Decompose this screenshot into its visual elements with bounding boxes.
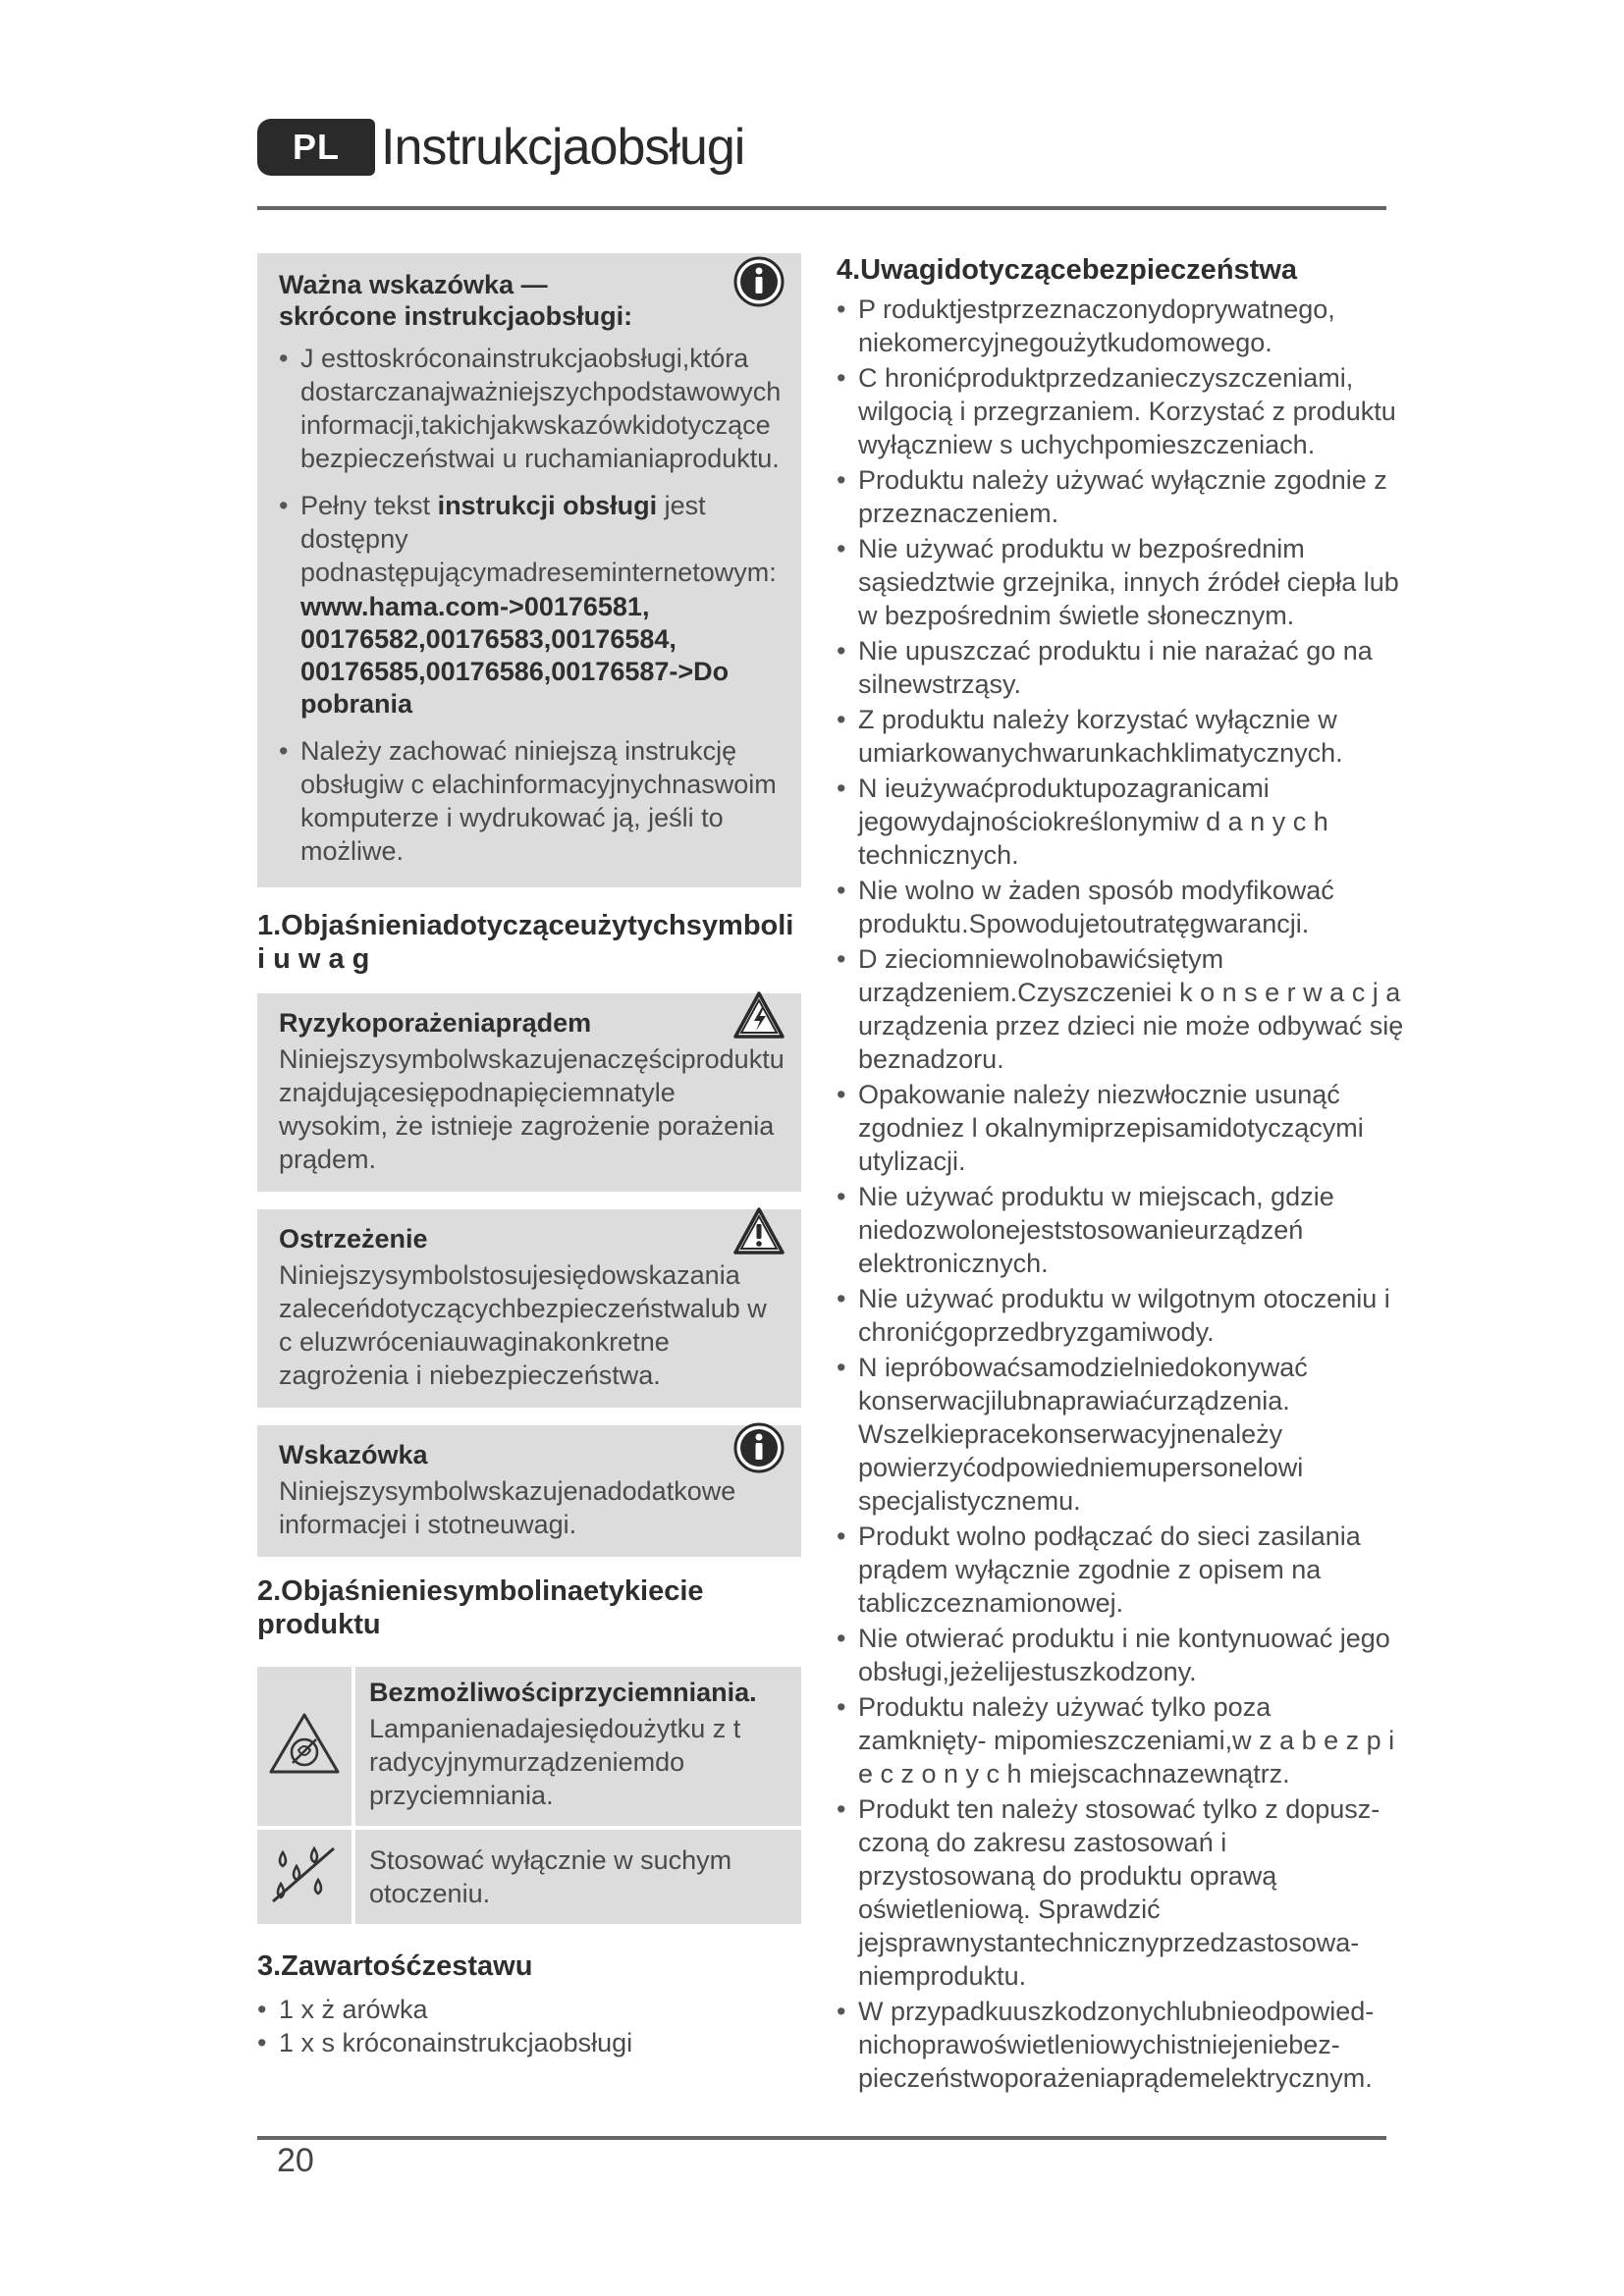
page-header: [257, 116, 744, 179]
warning-icon: [732, 1205, 785, 1258]
electric-shock-warning-icon: [732, 989, 785, 1042]
text-cell: [355, 1830, 801, 1924]
footer-divider: [257, 2136, 1386, 2140]
section-1-heading: 1.Objaśnieniadotycząceużytychsymboli i u w a g: [257, 910, 794, 975]
list-item-bold: instrukcji obsługi: [437, 491, 658, 520]
list-item: • D zieciomniewolnobawićsiętym urządzeniem.Czyszczeniei k o n s e r w a c j a urządzenia przez dzieci nie może odbywać się beznadzoru.: [837, 942, 1406, 1076]
important-note-box: [257, 253, 801, 887]
header-divider: [257, 206, 1386, 210]
symbol-title: Bezmożliwościprzyciemniania.: [369, 1678, 757, 1707]
section-2-heading: 2.Objaśnieniesymbolinaetykiecie produktu: [257, 1575, 704, 1640]
box-title: Wskazówka: [279, 1440, 428, 1469]
list-item-text: Pełny tekst: [300, 491, 438, 520]
box-text: Niniejszysymbolstosujesiędowskazania zaleceńdotyczącychbezpieczeństwalub w c eluzwróceniauwaginakonkretne zagrożenia i niebezpieczeństwa.: [279, 1260, 767, 1390]
electric-shock-box: [257, 993, 801, 1192]
box-title: Ostrzeżenie: [279, 1224, 428, 1254]
no-dimming-icon: [267, 1711, 342, 1778]
list-item: • Produkt wolno podłączać do sieci zasilania prądem wyłącznie zgodnie z opisem na tabliczceznamionowej.: [837, 1520, 1406, 1620]
list-item: • N iepróbowaćsamodzielniedokonywać konserwacjilubnaprawiaćurządzenia. Wszelkiepracekonserwacyjnenależy powierzyćodpowiedniemupersonelowi specjalistycznemu.: [837, 1351, 1406, 1518]
download-link[interactable]: www.hama.com->00176581, 00176582,00176583,00176584, 00176585,00176586,00176587->Do pobrania: [300, 592, 730, 719]
box-title: Ryzykoporażeniaprądem: [279, 1008, 592, 1038]
list-item: • Nie używać produktu w bezpośrednim sąsiedztwie grzejnika, innych źródeł ciepła lub w bezpośrednim świetle słonecznym.: [837, 532, 1406, 632]
list-item: • Nie używać produktu w miejscach, gdzie niedozwolonejeststosowanieurządzeń elektronicznych.: [837, 1180, 1406, 1280]
page-number: 20: [277, 2142, 314, 2179]
product-symbol-table: [257, 1663, 801, 1928]
list-item: • Opakowanie należy niezwłocznie usunąć zgodniez l okalnymiprzepisamidotyczącymi utylizacji.: [837, 1078, 1406, 1178]
list-item: • J esttoskróconainstrukcjaobsługi,która dostarczanajważniejszychpodstawowych informacji,takichjakwskazówkidotyczące bezpieczeństwai u ruchamianiaproduktu.: [279, 342, 780, 475]
list-item: • Nie otwierać produktu i nie kontynuować jego obsługi,jeżelijestuszkodzony.: [837, 1622, 1406, 1688]
icon-cell: [257, 1830, 355, 1924]
list-item-text: jest dostępny podnastępującymadreseminternetowym:: [300, 491, 777, 587]
symbol-text: Stosować wyłącznie w suchym otoczeniu.: [369, 1845, 732, 1908]
info-icon: [732, 1421, 785, 1474]
list-item: • P roduktjestprzeznaczonydoprywatnego, niekomercyjnegoużytkudomowego.: [837, 293, 1406, 359]
table-row: [257, 1667, 801, 1826]
important-note-list: [279, 342, 780, 868]
language-badge: PL: [257, 119, 375, 176]
list-item: • 1 x s króconainstrukcjaobsługi: [257, 2026, 801, 2059]
left-column: [257, 253, 801, 2059]
box-text: Niniejszysymbolwskazujenaczęściproduktu znajdującesiępodnapięciemnatyle wysokim, że istnieje zagrożenie porażenia prądem.: [279, 1044, 785, 1174]
note-box: [257, 1425, 801, 1557]
list-item: • Produktu należy używać tylko poza zamknięty- mipomieszczeniami,w z a b e z p i e c z o n y c h miejscachnazewnątrz.: [837, 1690, 1406, 1790]
warning-box: [257, 1209, 801, 1408]
important-note-title: Ważna wskazówka — skrócone instrukcjaobsługi:: [279, 270, 633, 331]
list-item: • 1 x ż arówka: [257, 1993, 801, 2026]
list-item: • Nie wolno w żaden sposób modyfikować produktu.Spowodujetoutratęgwarancji.: [837, 874, 1406, 940]
table-row: [257, 1830, 801, 1924]
package-contents-list: [257, 1993, 801, 2059]
text-cell: [355, 1667, 801, 1826]
page-title: Instrukcjaobsługi: [381, 119, 745, 176]
list-item: • W przypadkuuszkodzonychlubnieodpowied- nichoprawoświetleniowychistniejeniebez- pieczeństwoporażeniaprądemelektrycznym.: [837, 1995, 1406, 2095]
symbol-text: Lampanienadajesiędoużytku z t radycyjnymurządzeniemdo przyciemniania.: [369, 1714, 741, 1810]
list-item: [279, 489, 780, 721]
list-item: • Należy zachować niniejszą instrukcję obsługiw c elachinformacyjnychnaswoim komputerze i wydrukować ją, jeśli to możliwe.: [279, 734, 780, 868]
list-item: • Nie używać produktu w wilgotnym otoczeniu i chronićgoprzedbryzgamiwody.: [837, 1282, 1406, 1349]
section-4-heading: 4.Uwagidotyczącebezpieczeństwa: [837, 254, 1297, 286]
icon-cell: [257, 1667, 355, 1826]
section-3-heading: 3.Zawartośćzestawu: [257, 1950, 533, 1982]
list-item: • C hronićproduktprzedzanieczyszczeniami, wilgocią i przegrzaniem. Korzystać z produktu wyłączniew s uchychpomieszczeniach.: [837, 361, 1406, 461]
box-text: Niniejszysymbolwskazujenadodatkowe informacjei i stotneuwagi.: [279, 1476, 736, 1539]
list-item: • Z produktu należy korzystać wyłącznie w umiarkowanychwarunkachklimatycznych.: [837, 703, 1406, 770]
list-item: • Nie upuszczać produktu i nie narażać go na silnewstrząsy.: [837, 634, 1406, 701]
info-icon: [732, 255, 785, 308]
list-item: • N ieużywaćproduktupozagranicami jegowydajnościokreślonymiw d a n y c h technicznych.: [837, 772, 1406, 872]
dry-environment-only-icon: [267, 1842, 342, 1907]
safety-notes-list: [837, 293, 1406, 2095]
list-item: • Produktu należy używać wyłącznie zgodnie z przeznaczeniem.: [837, 463, 1406, 530]
list-item: • Produkt ten należy stosować tylko z dopusz- czoną do zakresu zastosowań i przystosowaną do produktu oprawą oświetleniową. Sprawdzić jejsprawnystantechnicznyprzedzastosowa- niemproduktu.: [837, 1792, 1406, 1993]
right-column: [837, 253, 1406, 2095]
